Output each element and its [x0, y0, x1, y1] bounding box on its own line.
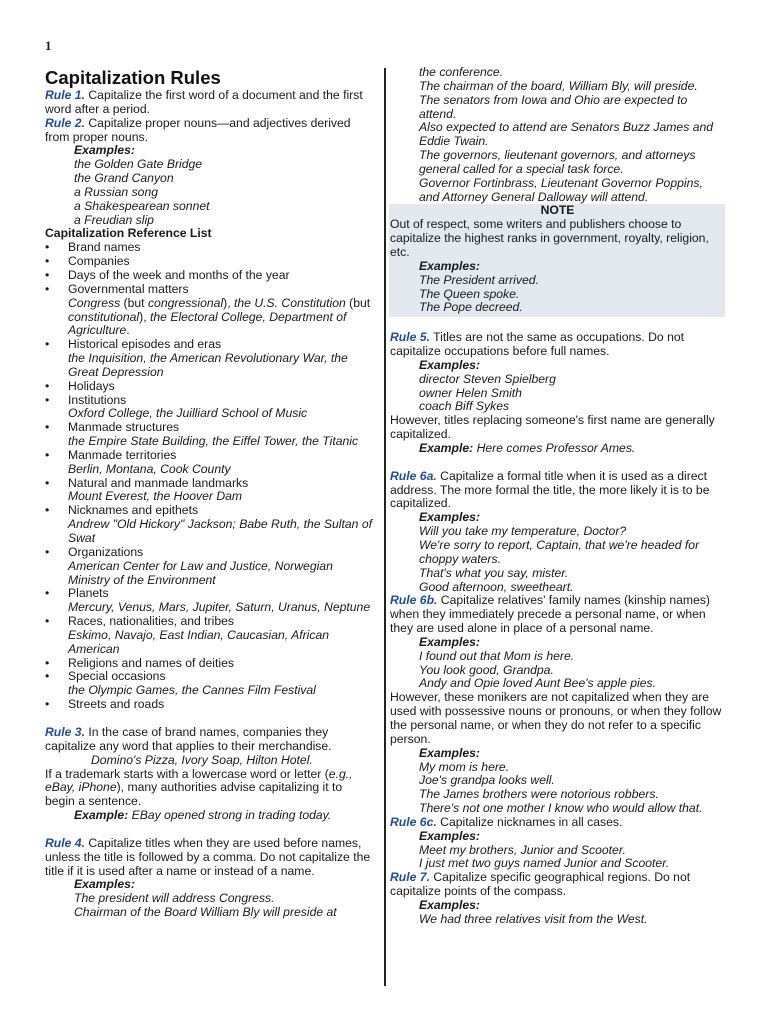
- examples-label: Examples:: [419, 897, 480, 912]
- example-text: ),: [223, 295, 234, 310]
- body-text: However, titles replacing someone's first name are generally capitalized.: [390, 413, 715, 442]
- reference-list: [45, 241, 373, 712]
- rule-label: Rule 5.: [390, 330, 430, 345]
- rule-label: Rule 2.: [45, 115, 85, 130]
- list-item-example: the Olympic Games, the Cannes Film Festival: [68, 683, 316, 698]
- list-item: [45, 283, 373, 338]
- rule-4: [45, 837, 373, 879]
- examples-label: Examples:: [419, 510, 480, 525]
- list-item-label: • Governmental matters: [68, 281, 189, 296]
- list-item-label: Holidays: [68, 378, 115, 393]
- list-item: [45, 449, 373, 477]
- rule-text: Capitalize the first word of a document and the first word after a period.: [45, 88, 363, 116]
- list-item: [45, 698, 373, 712]
- list-item: [45, 657, 373, 671]
- list-item-label: • Planets: [68, 586, 109, 601]
- list-item-example: the Inquisition, the American Revolutionary War, the Great Depression: [68, 351, 348, 379]
- rule-6a: [390, 470, 722, 512]
- body-text: e.g., eBay, iPhone: [45, 766, 353, 795]
- example-line: We had three relatives visit from the West.: [419, 911, 648, 926]
- list-item: [45, 615, 373, 657]
- examples-label: Examples:: [419, 745, 480, 760]
- list-item-label: • Nicknames and epithets: [68, 503, 199, 518]
- rule-text: Capitalize titles when they are used before names, unless the title is followed by a comma. Do not capitalize the title if it is used after a name or instead of a name.: [45, 835, 371, 878]
- list-item: [45, 338, 373, 380]
- list-item: [45, 380, 373, 394]
- list-item: [45, 670, 373, 698]
- example-line: coach Biff Sykes: [419, 399, 510, 414]
- example-text: (but: [120, 295, 148, 310]
- example-line: You look good, Grandpa.: [419, 662, 554, 677]
- rule-label: Rule 6b.: [390, 593, 438, 608]
- list-item-label: • Manmade territories: [68, 447, 177, 462]
- example-line: the Golden Gate Bridge: [74, 157, 203, 172]
- list-item-example: Mercury, Venus, Mars, Jupiter, Saturn, Uranus, Neptune: [68, 600, 371, 615]
- reference-list-heading: Capitalization Reference List: [45, 226, 212, 241]
- body-text: If a trademark starts with a lowercase word or letter (: [45, 766, 329, 781]
- example-line: There's not one mother I know who would allow that.: [419, 801, 703, 816]
- examples-label: Examples:: [74, 877, 135, 892]
- example-line: Joe's grandpa looks well.: [419, 773, 555, 788]
- example-line: the Grand Canyon: [74, 171, 174, 186]
- list-item-label: Religions and names of deities: [68, 655, 234, 670]
- example-text: congressional: [147, 295, 224, 310]
- example-text: ),: [139, 309, 150, 324]
- example-line: Governor Fortinbrass, Lieutenant Governor Poppins, and Attorney General Dalloway will attend.: [419, 175, 703, 204]
- list-item: [45, 477, 373, 505]
- list-item-label: Companies: [68, 254, 130, 269]
- example-line: The President arrived.: [419, 272, 539, 287]
- body-text: However, these monikers are not capitalized when they are used with possessive nouns or pronouns, or when they follow the personal name, or when they do not refer to a specific person.: [390, 690, 722, 746]
- example-line: Good afternoon, sweetheart.: [419, 579, 574, 594]
- examples-label: Examples:: [419, 828, 480, 843]
- list-item-label: • Manmade structures: [68, 420, 180, 435]
- rule-3-trademark: [45, 768, 373, 810]
- examples-label: Examples:: [419, 258, 480, 273]
- example-line: a Shakespearean sonnet: [74, 198, 210, 213]
- list-item-example: [68, 297, 373, 339]
- example-line: I found out that Mom is here.: [419, 648, 575, 663]
- example-text: .: [126, 323, 130, 338]
- example-line: We're sorry to report, Captain, that we're headed for choppy waters.: [419, 538, 700, 566]
- rule-label: Rule 7.: [390, 870, 430, 885]
- example-line: a Russian song: [74, 184, 159, 199]
- example-line: a Freudian slip: [74, 212, 154, 227]
- list-item: [45, 394, 373, 422]
- list-item-example: American Center for Law and Justice, Norwegian Ministry of the Environment: [68, 558, 333, 587]
- rule-5-example: [390, 442, 722, 456]
- list-item: [45, 421, 373, 449]
- example-text: Here comes Professor Ames.: [476, 440, 636, 455]
- list-item-example: the Empire State Building, the Eiffel Tower, the Titanic: [68, 434, 359, 449]
- example-line: Andy and Opie loved Aunt Bee's apple pies.: [419, 676, 656, 691]
- brand-examples: Domino's Pizza, Ivory Soap, Hilton Hotel.: [91, 752, 313, 767]
- list-item-example: Oxford College, the Juilliard School of Music: [68, 406, 308, 421]
- body-text: ), many authorities advise capitalizing it to begin a sentence.: [45, 780, 343, 809]
- example-line: director Steven Spielberg: [419, 371, 556, 386]
- example-label: Example:: [74, 808, 129, 823]
- rule-2: [45, 117, 373, 145]
- example-line: The James brothers were notorious robbers.: [419, 787, 659, 802]
- page-title: Capitalization Rules: [45, 67, 221, 88]
- rule-text: Capitalize relatives' family names (kinship names) when they immediately precede a personal name, or when they are used alone in place of a personal name.: [390, 593, 710, 636]
- example-line: owner Helen Smith: [419, 385, 522, 400]
- example-line: Meet my brothers, Junior and Scooter.: [419, 842, 626, 857]
- list-item-example: Eskimo, Navajo, East Indian, Caucasian, African American: [68, 627, 330, 656]
- rule-label: Rule 3.: [45, 724, 85, 739]
- rule-7: [390, 871, 722, 899]
- note-heading: NOTE: [540, 203, 575, 218]
- rule-3: [45, 726, 373, 754]
- list-item-label: Brand names: [68, 240, 141, 255]
- list-item-label: • Natural and manmade landmarks: [68, 475, 249, 490]
- list-item-label: • Institutions: [68, 392, 127, 407]
- list-item-label: • Races, nationalities, and tribes: [68, 614, 234, 629]
- example-line: The Pope decreed.: [419, 300, 523, 315]
- list-item: [45, 241, 373, 255]
- example-line: The senators from Iowa and Ohio are expected to attend.: [419, 92, 688, 121]
- list-item-example: Andrew "Old Hickory" Jackson; Babe Ruth, the Sultan of Swat: [68, 517, 373, 545]
- examples-label: Examples:: [419, 634, 480, 649]
- example-line: I just met two guys named Junior and Scooter.: [419, 856, 670, 871]
- list-item-label: • Special occasions: [68, 669, 166, 684]
- list-item-label: • Organizations: [68, 544, 144, 559]
- left-column: [45, 66, 373, 920]
- example-line: The president will address Congress.: [74, 891, 275, 906]
- rule-text: Capitalize a formal title when it is used as a direct address. The more formal the title, the more likely it is to be capitalized.: [390, 468, 710, 511]
- example-label: Example:: [419, 440, 474, 455]
- rule-text: Capitalize nicknames in all cases.: [440, 814, 623, 829]
- example-line: That's what you say, mister.: [419, 565, 569, 580]
- examples-label: Examples:: [419, 357, 480, 372]
- example-line: the conference.: [419, 65, 504, 79]
- spacer: [390, 456, 722, 470]
- list-item: [45, 587, 373, 615]
- example-text: (but: [345, 295, 371, 310]
- example-text: the Electoral College, Department of Agriculture: [68, 309, 347, 338]
- rule-5: [390, 331, 722, 359]
- list-item: [45, 546, 373, 588]
- rule-label: Rule 6a.: [390, 468, 437, 483]
- rule-text: Capitalize specific geographical regions. Do not capitalize points of the compass.: [390, 870, 691, 899]
- example-line: Will you take my temperature, Doctor?: [419, 524, 627, 539]
- rule-text: Titles are not the same as occupations. Do not capitalize occupations before full names.: [390, 330, 685, 359]
- list-item: [45, 504, 373, 546]
- list-item-label: • Historical episodes and eras: [68, 337, 222, 352]
- example-line: Chairman of the Board William Bly will preside at: [74, 905, 337, 920]
- example-text: the U.S. Constitution: [234, 295, 346, 310]
- example-line: The chairman of the board, William Bly, will preside.: [419, 78, 698, 93]
- list-item-example: Berlin, Montana, Cook County: [68, 461, 231, 476]
- list-item-example: Mount Everest, the Hoover Dam: [68, 489, 243, 504]
- spacer: [45, 823, 373, 837]
- example-line: The governors, lieutenant governors, and attorneys general called for a special task force.: [419, 148, 696, 176]
- rule-6b: [390, 594, 722, 636]
- rule-3-example: [45, 809, 373, 823]
- rule-label: Rule 1.: [45, 88, 85, 102]
- example-line: My mom is here.: [419, 759, 510, 774]
- page-number: 1: [45, 38, 52, 53]
- example-text: EBay opened strong in trading today.: [131, 808, 332, 823]
- list-item-label: Days of the week and months of the year: [68, 267, 290, 282]
- rule-text: Capitalize proper nouns—and adjectives derived from proper nouns.: [45, 115, 351, 144]
- example-text: constitutional: [68, 309, 140, 324]
- right-column: [390, 66, 722, 927]
- examples-label: Examples:: [74, 143, 135, 158]
- rule-1: [45, 89, 373, 117]
- example-line: The Queen spoke.: [419, 286, 520, 301]
- rule-label: Rule 6c.: [390, 814, 437, 829]
- list-item: [45, 269, 373, 283]
- list-item: [45, 255, 373, 269]
- spacer: [390, 317, 722, 331]
- rule-6c: [390, 816, 722, 830]
- example-text: Congress: [68, 295, 121, 310]
- example-line: Also expected to attend are Senators Buzz James and Eddie Twain.: [419, 120, 714, 149]
- list-item-label: Streets and roads: [68, 697, 165, 712]
- rule-label: Rule 4.: [45, 835, 85, 850]
- column-divider: [384, 68, 386, 986]
- note-box: [389, 204, 725, 317]
- spacer: [45, 712, 373, 726]
- note-text: Out of respect, some writers and publishers choose to capitalize the highest ranks in government, royalty, religion, etc.: [390, 217, 709, 259]
- rule-text: In the case of brand names, companies they capitalize any word that applies to their merchandise.: [45, 724, 332, 753]
